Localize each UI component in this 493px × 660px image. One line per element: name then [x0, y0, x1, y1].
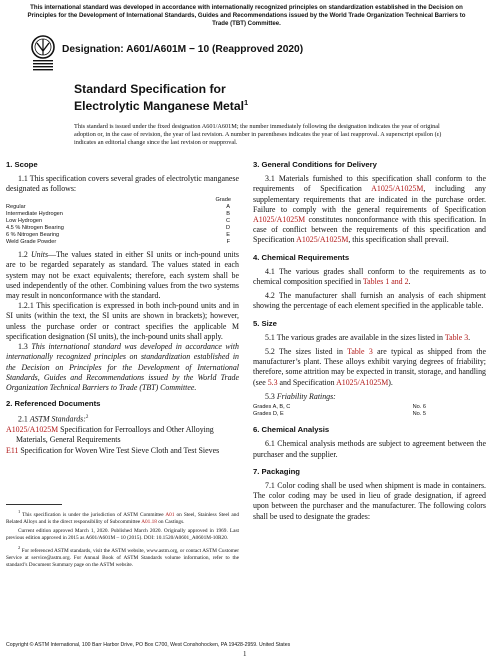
link-e11[interactable]: E11 [6, 445, 19, 455]
footnote-1-edition: Current edition approved March 1, 2020. Published March 2020. Originally approved in 1969. Last previous edition approved in 2015 as A601/A601M – 10 (2015). DOI: 10.1520/A0601_A0601M-10R20. [6, 527, 239, 541]
section-7-heading: 7. Packaging [253, 466, 300, 476]
astm-logo [31, 33, 55, 75]
section-2-heading: 2. Referenced Documents [6, 399, 101, 409]
reference-a1025: A1025/A1025M Specification for Ferroalloys and Other Alloying Materials, General Requirements [6, 425, 214, 445]
copyright-line: Copyright © ASTM International, 100 Barr Harbor Drive, PO Box C700, West Conshohocken, PA 19428-2959. United States [6, 642, 291, 648]
friability-row: Grades D, E No. 5 [253, 411, 426, 418]
page-number: 1 [243, 650, 247, 658]
link-tables-1-2[interactable]: Tables 1 and 2 [362, 277, 409, 287]
footnote-2: $^2$ For referenced ASTM standards, visit the ASTM website, www.astm.org, or contact ASTM Customer Service at service@astm.org. For Annual Book of ASTM Standards volume information, refer to the standard’s Document Summary page on the ASTM website. [6, 544, 240, 568]
para-5-3: 5.3 Friability Ratings: [265, 391, 336, 401]
link-table-3[interactable]: Table 3 [444, 332, 469, 342]
section-6-heading: 6. Chemical Analysis [253, 425, 330, 435]
para-4-1: 4.1 The various grades shall conform to the requirements as to chemical composition specified in Tables 1 and 2. [253, 266, 486, 287]
reference-e11: E11 Specification for Woven Wire Test Sieve Cloth and Test Sieves [6, 445, 220, 455]
friability-list [253, 404, 486, 418]
section-4-heading: 4. Chemical Requirements [253, 252, 350, 262]
footnote-rule [6, 504, 62, 505]
para-2-1: 2.1 ASTM Standards:$^2$ [18, 414, 89, 424]
title-line-1: Standard Specification for [74, 82, 226, 96]
grade-row: Regular A [6, 203, 230, 210]
para-1-2-1: 1.2.1 This specification is expressed in both inch-pound units and in SI units (within the text, the SI units are shown in brackets); however, unless the purchase order or contract specifies the applicable M specification designation (SI units), the inch-pound units shall apply. [6, 301, 239, 341]
grade-row: Low Hydrogen C [6, 217, 230, 224]
para-4-2: 4.2 The manufacturer shall furnish an analysis of each shipment showing the percentage of each element specified in the applicable table. [253, 291, 486, 311]
section-1-heading: 1. Scope [6, 160, 38, 169]
link-5-3[interactable]: 5.3 [267, 377, 278, 387]
footnotes [6, 508, 239, 571]
document-title [74, 82, 248, 113]
grade-row: 6 % Nitrogen Bearing E [6, 232, 230, 239]
link-a1025[interactable]: A1025/A1025M [253, 215, 306, 225]
grade-row: Weld Grade Powder F [6, 239, 230, 246]
grade-list [6, 197, 239, 247]
section-5-heading: 5. Size [253, 318, 277, 328]
para-1-1: 1.1 This specification covers several grades of electrolytic manganese designated as follows: [6, 174, 239, 194]
para-5-2: 5.2 The sizes listed in Table 3 are typical as shipped from the manufacturer’s plant. These alloys exhibit varying degrees of friability; therefore, some attrition may be expected in transit, storage, and handling (see 5.3 and Specification A1025/A1025M). [253, 347, 486, 387]
tbt-notice: This international standard was developed in accordance with internationally recognized principles on standardization established in the Decision on Principles for the Development of International Standards, Guides and Recommendations issued by the World Trade Organization Technical Barriers to Trade (TBT) Committee. [27, 4, 466, 27]
para-6-1: 6.1 Chemical analysis methods are subject to agreement between the purchaser and the supplier. [253, 439, 486, 459]
grade-row: Intermediate Hydrogen B [6, 210, 230, 217]
footnote-1: $^1$ This specification is under the jurisdiction of ASTM Committee A01 on Steel, Stainless Steel and Related Alloys and is the direct responsibility of Subcommittee A01.18 on Castings. [6, 509, 239, 525]
link-table-3[interactable]: Table 3 [347, 347, 373, 357]
section-3-heading: 3. General Conditions for Delivery [253, 160, 377, 169]
para-5-1: 5.1 The various grades are available in the sizes listed in Table 3. [265, 332, 471, 342]
para-1-2: 1.2 Units—The values stated in either SI units or inch-pound units are to be regarded separately as standard. The values stated in each system may not be exact equivalents; therefore, each system shall be used independently of the other. Combining values from the two systems may result in nonconformance with the standard. [6, 250, 239, 301]
link-a01-18[interactable]: A01.18 [141, 518, 157, 525]
link-a1025[interactable]: A1025/A1025M [6, 425, 59, 435]
designation: Designation: A601/A601M − 10 (Reapproved 2020) [62, 44, 304, 55]
link-a1025[interactable]: A1025/A1025M [336, 377, 389, 387]
para-1-3: 1.3 This international standard was developed in accordance with internationally recognized principles on standardization established in the Decision on Principles for the Development of International Standards, Guides and Recommendations issued by the World Trade Organization Technical Barriers to Trade (TBT) Committee. [6, 342, 239, 392]
para-7-1: 7.1 Color coding shall be used when shipment is made in containers. The color coding may be used in lieu of grade designation, if agreed upon between the purchaser and the manufacturer. The following colors shall be used to designate the grades: [253, 481, 486, 521]
friability-row: Grades A, B, C No. 6 [253, 404, 426, 411]
left-column [6, 160, 239, 456]
link-a1025[interactable]: A1025/A1025M [371, 184, 424, 194]
link-a01[interactable]: A01 [165, 511, 175, 518]
right-column [253, 160, 486, 522]
grade-row: 4.5 % Nitrogen Bearing D [6, 224, 230, 231]
grade-header: Grade [215, 196, 231, 203]
para-3-1: 3.1 Materials furnished to this specification shall conform to the requirements of Specification A1025/A1025M, including any supplementary requirements that are indicated in the purchase order. Failure to comply with the general requirements of Specification A1025/A1025M constitutes nonconformance with this specification. In case of conflict between the requirements of this specification and Specification A1025/A1025M, this specification shall prevail. [253, 174, 486, 245]
issued-note: This standard is issued under the fixed designation A601/A601M; the number immediately following the designation indicates the year of original adoption or, in the case of revision, the year of last revision. A number in parentheses indicates the year of last reapproval. A superscript epsilon (ε) indicates an editorial change since the last revision or reapproval. [74, 123, 442, 147]
title-line-2: Electrolytic Manganese Metal$^1$ [74, 98, 249, 114]
link-a1025[interactable]: A1025/A1025M [296, 235, 349, 245]
